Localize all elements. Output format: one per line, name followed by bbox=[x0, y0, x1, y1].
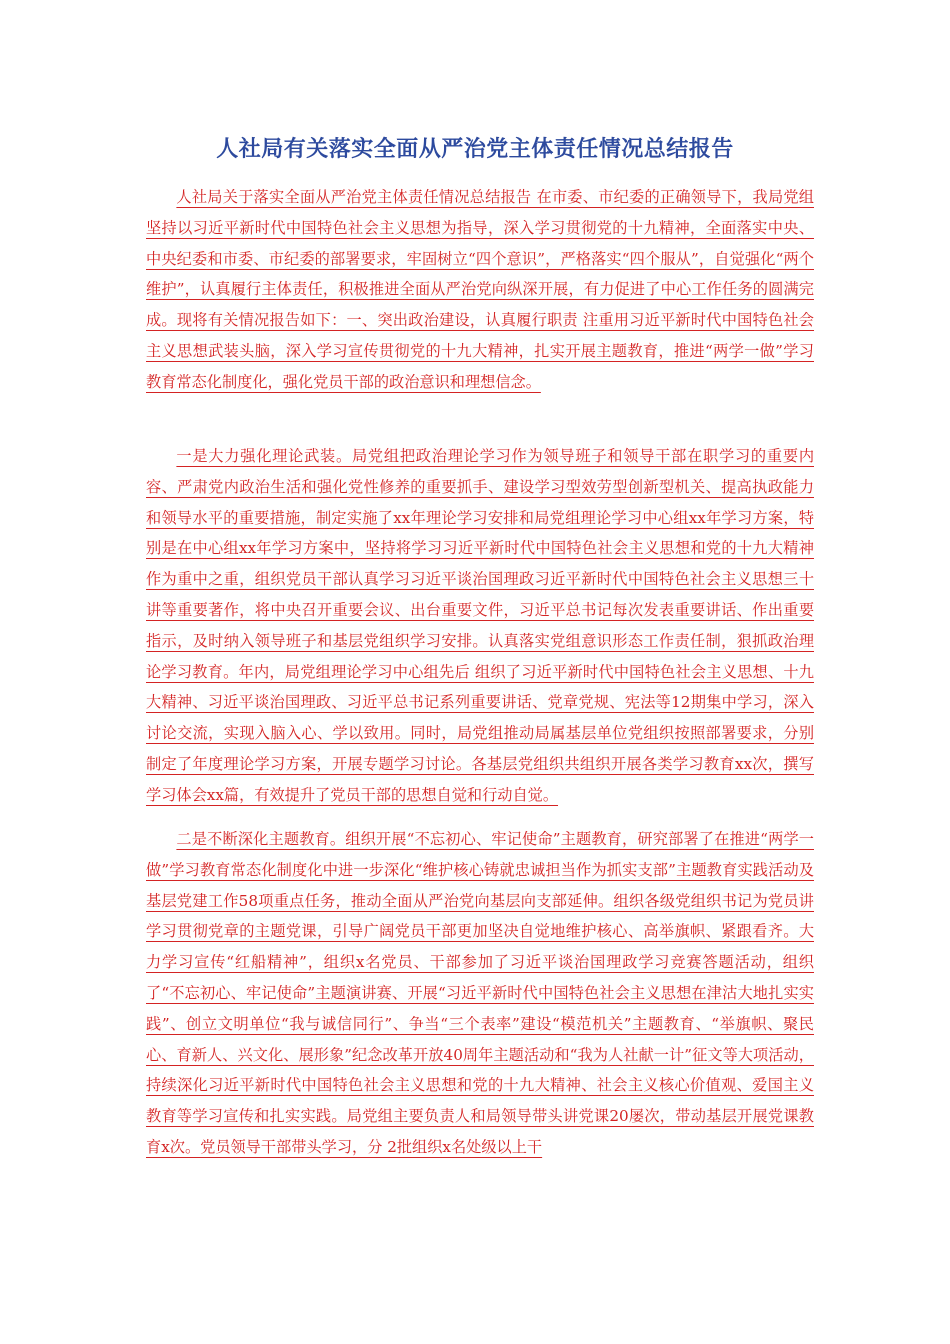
paragraph-intro: 人社局关于落实全面从严治党主体责任情况总结报告 在市委、市纪委的正确领导下，我局党组坚持以习近平新时代中国特色社会主义思想为指导，深入学习贯彻党的十九精神，全面落实中央、中央纪委和市委、市纪委的部署要求，牢固树立“四个意识”，严格落实“四个服从”，自觉强化“两个维护”，认真履行主体责任，积极推进全面从严治党向纵深开展，有力促进了中心工作任务的圆满完成。现将有关情况报告如下：一、突出政治建设，认真履行职责 注重用习近平新时代中国特色社会主义思想武装头脑，深入学习宣传贯彻党的十九大精神，扎实开展主题教育，推进“两学一做”学习教育常态化制度化，强化党员干部的政治意识和理想信念。 bbox=[146, 188, 814, 391]
paragraph-theory-study: 一是大力强化理论武装。局党组把政治理论学习作为领导班子和领导干部在职学习的重要内容、严肃党内政治生活和强化党性修养的重要抓手、建设学习型效劳型创新型机关、提高执政能力和领导水平的重要措施，制定实施了xx年理论学习安排和局党组理论学习中心组xx年学习方案，特别是在中心组xx年学习方案中，坚持将学习习近平新时代中国特色社会主义思想和党的十九大精神作为重中之重，组织党员干部认真学习习近平谈治国理政习近平新时代中国特色社会主义思想三十讲等重要著作，将中央召开重要会议、出台重要文件，习近平总书记每次发表重要讲话、作出重要指示，及时纳入领导班子和基层党组织学习安排。认真落实党组意识形态工作责任制，狠抓政治理论学习教育。年内，局党组理论学习中心组先后 组织了习近平新时代中国特色社会主义思想、十九大精神、习近平谈治国理政、习近平总书记系列重要讲话、党章党规、宪法等12期集中学习，深入讨论交流，实现入脑入心、学以致用。同时，局党组推动局属基层单位党组织按照部署要求，分别制定了年度理论学习方案，开展专题学习讨论。各基层党组织共组织开展各类学习教育xx次，撰写学习体会xx篇，有效提升了党员干部的思想自觉和行动自觉。 bbox=[146, 447, 814, 804]
paragraph-theme-education: 二是不断深化主题教育。组织开展“不忘初心、牢记使命”主题教育，研究部署了在推进“两学一做”学习教育常态化制度化中进一步深化“维护核心铸就忠诚担当作为抓实支部”主题教育实践活动及基层党建工作58项重点任务，推动全面从严治党向基层向支部延伸。组织各级党组织书记为党员讲学习贯彻党章的主题党课，引导广阔党员干部更加坚决自觉地维护核心、高举旗帜、紧跟看齐。大力学习宣传“红船精神”，组织x名党员、干部参加了习近平谈治国理政学习竞赛答题活动，组织了“不忘初心、牢记使命”主题演讲赛、开展“习近平新时代中国特色社会主义思想在津沽大地扎实实践”、创立文明单位“我与诚信同行”、争当“三个表率”建设“模范机关”主题教育、“举旗帜、聚民心、育新人、兴文化、展形象”纪念改革开放40周年主题活动和“我为人社献一计”征文等大项活动，持续深化习近平新时代中国特色社会主义思想和党的十九大精神、社会主义核心价值观、爱国主义教育等学习宣传和扎实实践。局党组主要负责人和局领导带头讲党课20屡次，带动基层开展党课教育x次。党员领导干部带头学习，分 2批组织x名处级以上干 bbox=[146, 830, 814, 1156]
document-title: 人社局有关落实全面从严治党主体责任情况总结报告 bbox=[216, 137, 734, 162]
